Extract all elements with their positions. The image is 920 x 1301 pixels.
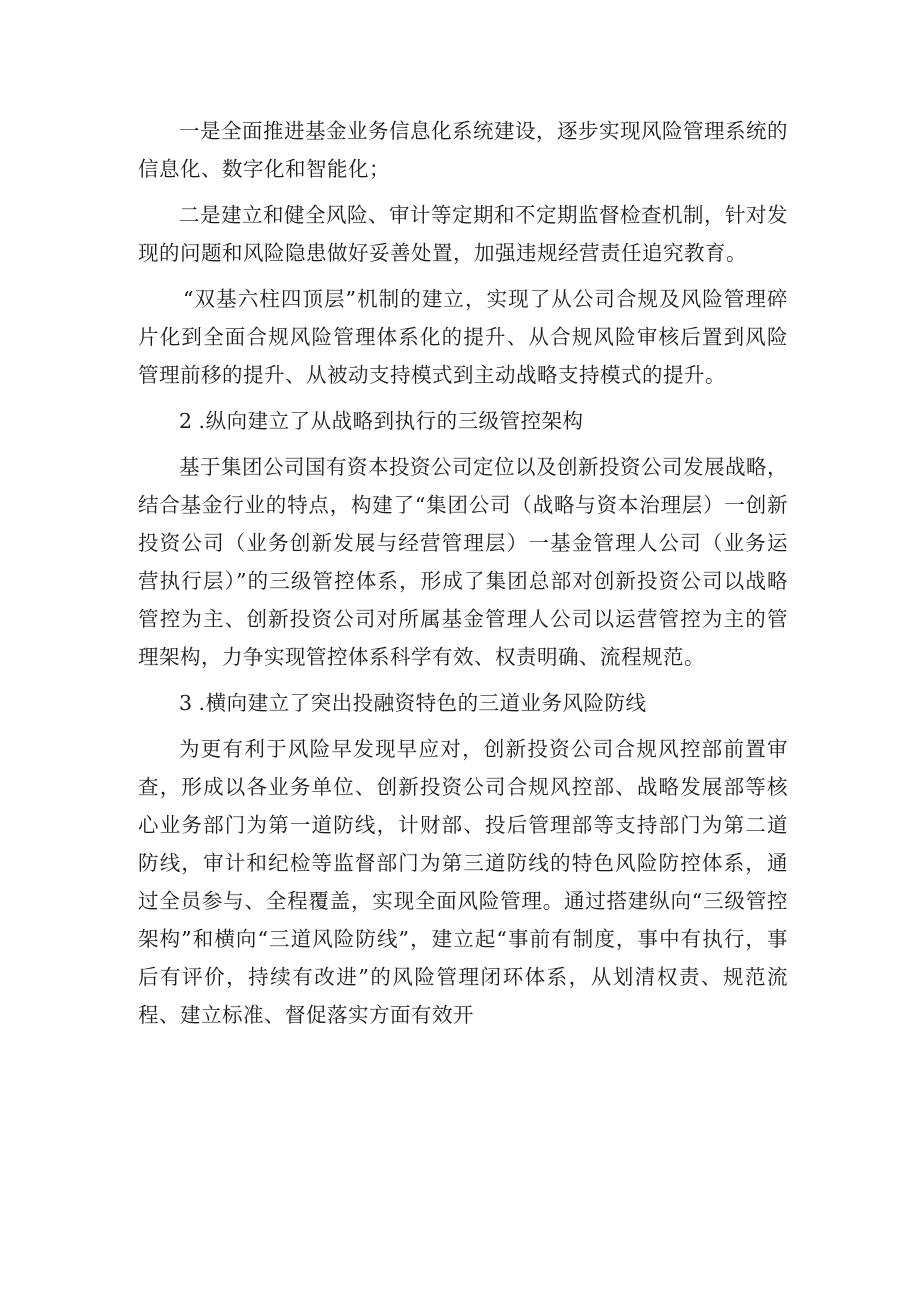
- section-number: 3: [179, 691, 193, 715]
- section-number: 2: [179, 409, 193, 433]
- section-title: .纵向建立了从战略到执行的三级管控架构: [198, 409, 584, 433]
- paragraph-1: 一是全面推进基金业务信息化系统建设，逐步实现风险管理系统的信息化、数字化和智能化；: [138, 119, 788, 181]
- section-title: .横向建立了突出投融资特色的三道业务风险防线: [198, 691, 647, 715]
- paragraph-4: 基于集团公司国有资本投资公司定位以及创新投资公司发展战略，结合基金行业的特点，构建了“集团公司（战略与资本治理层）一创新投资公司（业务创新发展与经营管理层）一基金管理人公司（业务运营执行层）”的三级管控体系，形成了集团总部对创新投资公司以战略管控为主、创新投资公司对所属基金管理人公司以运营管控为主的管理架构，力争实现管控体系科学有效、权责明确、流程规范。: [138, 455, 788, 669]
- document-body: [138, 112, 788, 1042]
- paragraph-5: 为更有利于风险早发现早应对，创新投资公司合规风控部前置审查，形成以各业务单位、创新投资公司合规风控部、战略发展部等核心业务部门为第一道防线，计财部、投后管理部等支持部门为第二道防线，审计和纪检等监督部门为第三道防线的特色风险防控体系，通过全员参与、全程覆盖，实现全面风险管理。通过搭建纵向“三级管控架构”和横向“三道风险防线”，建立起“事前有制度，事中有执行，事后有评价，持续有改进”的风险管理闭环体系，从划清权责、规范流程、建立标准、督促落实方面有效开: [138, 737, 788, 1027]
- paragraph-2: 二是建立和健全风险、审计等定期和不定期监督检查机制，针对发现的问题和风险隐患做好妥善处置，加强违规经营责任追究教育。: [138, 203, 788, 265]
- section-heading-2: [138, 402, 788, 440]
- paragraph-3: “双基六柱四顶层”机制的建立，实现了从公司合规及风险管理碎片化到全面合规风险管理体系化的提升、从合规风险审核后置到风险管理前移的提升、从被动支持模式到主动战略支持模式的提升。: [138, 287, 788, 387]
- section-heading-3: [138, 684, 788, 722]
